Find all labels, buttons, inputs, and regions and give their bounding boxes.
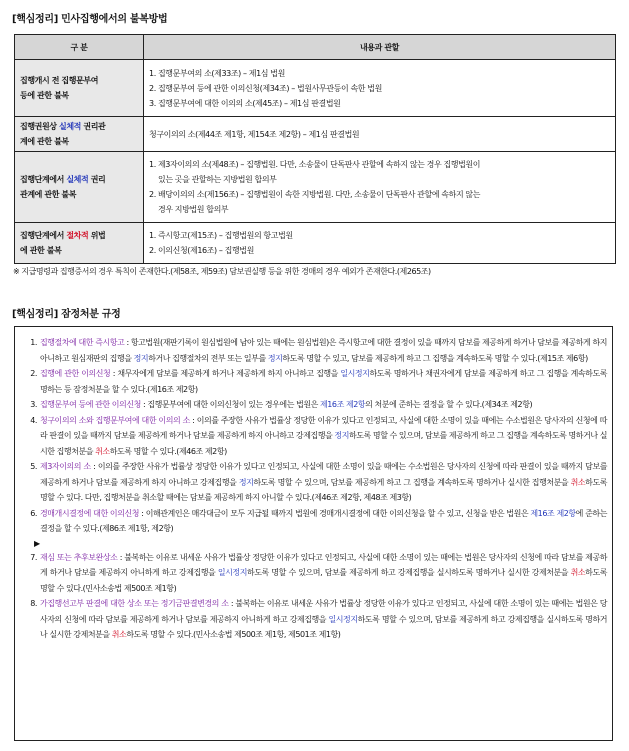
table-row <box>15 152 616 223</box>
section-title-remedies: [핵심정리] 민사집행에서의 불복방법 <box>12 14 168 25</box>
list-item <box>21 596 607 643</box>
list-item <box>21 459 607 506</box>
remedies-table <box>14 34 616 264</box>
row-category: 집행단계에서 실체적 권리 관계에 관한 불복 <box>15 152 144 223</box>
item-text: 가집행선고부 판결에 대한 상소 또는 정기금판결변경의 소 : 불복하는 이유로 내세운 사유가 법률상 정당한 이유가 있다고 인정되고, 사실에 대한 소명이 있는 때에는 법원은 당사자의 신청에 따라 담보를 제공하게 하거나 담보를 제공하지 아니하게 하고 강제집행을 일시정지하도록 명할 수 있으며, 담보를 제공하게 하고 강제집행을 실시하도록 명하거나 실시한 강제처분을 취소하도록 명할 수 있다.(민사소송법 제500조 제1항, 제501조 제1항) <box>40 599 608 639</box>
table-row <box>15 223 616 264</box>
item-number: 8. <box>30 599 37 608</box>
item-text: 청구이의의 소와 집행문부여에 대한 이의의 소 : 이의를 주장한 사유가 법률상 정당한 이유가 있다고 인정되고, 사실에 대한 소명이 있을 때에는 수소법원은 당사자의 신청에 따라 판결이 있을 때까지 담보를 제공하게 하거나 담보를 제공하게 하지 아니하고 강제집행을 정지하도록 명할 수 있으며, 담보를 제공하게 하고 그 집행을 계속하도록 명하거나 실시한 집행처분을 취소하도록 명할 수 있다.(제46조 제2항) <box>40 415 608 456</box>
row-category: 집행단계에서 절차적 위법 에 관한 불복 <box>15 223 144 264</box>
table-header-row <box>15 35 616 60</box>
item-number: 5. <box>30 462 37 471</box>
item-number: 3. <box>30 400 37 409</box>
section-title-provisional: [핵심정리] 잠정처분 규정 <box>12 309 121 320</box>
provisional-list <box>21 335 607 643</box>
row-content: 1. 즉시항고(제15조) – 집행법원의 항고법원 2. 이의신청(제16조) – 집행법원 <box>144 223 616 264</box>
row-content: 1. 집행문부여의 소(제33조) – 제1심 법원 2. 집행문부여 등에 관한 이의신청(제34조) – 법원사무관등이 속한 법원 3. 집행문부여에 대한 이의의 소(제45조) – 제1심 판결법원 <box>144 60 616 117</box>
item-number: 2. <box>30 369 37 378</box>
item-text: 경매개시결정에 대한 이의신청 : 이해관계인은 매각대금이 모두 지급될 때까지 법원에 경매개시결정에 대한 이의신청을 할 수 있고, 신청을 받은 법원은 제16조 제2항에 준하는 결정을 할 수 있다.(제86조 제1항, 제2항) <box>40 508 607 533</box>
item-number: 1. <box>30 338 37 347</box>
list-item <box>21 366 607 397</box>
item-text: 제3자이의의 소 : 이의를 주장한 사유가 법률상 정당한 이유가 있다고 인정되고, 사실에 대한 소명이 있을 때에는 수소법원은 당사자의 신청에 따라 판결이 있을 때까지 담보를 제공하게 하거나 담보를 제공하게 하지 아니하고 강제집행을 정지하도록 명할 수 있으며, 담보를 제공하게 하고 그 집행을 계속하도록 명하거나 실시한 집행처분을 취소하도록 명할 수 있다. 다만, 집행처분을 취소할 때에는 담보를 제공하게 하지 아니할 수 있다.(제46조 제2항, 제48조 제3항) <box>40 462 608 502</box>
list-item <box>21 397 607 413</box>
item-number: 4. <box>30 415 37 425</box>
footnote: ※ 지급명령과 집행증서의 경우 특칙이 존재한다.(제58조, 제59조) 담보권실행 등을 위한 경매의 경우 예외가 존재한다.(제265조) <box>13 267 431 276</box>
item-text: 재심 또는 추후보완상소 : 불복하는 이유로 내세운 사유가 법률상 정당한 이유가 있다고 인정되고, 사실에 대한 소명이 있는 때에는 법원은 당사자의 신청에 따라 담보를 제공하게 하거나 담보를 제공하지 아니하게 하고 강제집행을 일시정지하도록 명할 수 있으며, 담보를 제공하게 하고 강제집행을 실시하도록 명하거나 실시한 강제처분을 취소하도록 명할 수 있다.(민사소송법 제500조 제1항) <box>40 552 608 593</box>
table-row <box>15 60 616 117</box>
item-text: 집행절차에 대한 즉시항고 : 항고법원(재판기록이 원심법원에 남아 있는 때에는 원심법원)은 즉시항고에 대한 결정이 있을 때까지 담보를 제공하게 하거나 담보를 제공하게 하지 아니하고 원심재판의 집행을 정지하거나 집행절차의 전부 또는 일부를 정지하도록 명할 수 있고, 담보를 제공하게 하고 그 집행을 계속하도록 명할 수 있다.(제15조 제6항) <box>40 338 607 363</box>
row-content: 청구이의의 소(제44조 제1항, 제154조 제2항) – 제1심 판결법원 <box>144 117 616 152</box>
provisional-disposition-box <box>14 326 613 741</box>
item-number: 7. <box>30 552 37 562</box>
list-item <box>21 413 607 460</box>
list-item <box>21 550 607 597</box>
item-text: 집행에 관한 이의신청 : 채무자에게 담보를 제공하게 하거나 제공하게 하지 아니하고 집행을 일시정지하도록 명하거나 채권자에게 담보를 제공하게 하고 그 집행을 계속하도록 명하는 등 잠정처분을 할 수 있다.(제16조 제2항) <box>40 369 607 394</box>
item-number: 6. <box>30 508 37 518</box>
item-text: 집행문부여 등에 관한 이의신청 : 집행문부여에 대한 이의신청이 있는 경우에는 법원은 제16조 제2항의 처분에 준하는 결정을 할 수 있다.(제34조 제2항) <box>40 400 533 409</box>
table-row <box>15 117 616 152</box>
header-category: 구 분 <box>15 35 144 60</box>
row-content: 1. 제3자이의의 소(제48조) – 집행법원. 다만, 소송물이 단독판사 관할에 속하지 않는 경우 집행법원이 있는 곳을 관할하는 지방법원 합의부 2. 배당이의의 소(제156조) – 집행법원이 속한 지방법원. 다만, 소송물이 단독판사 관할에 속하지 않는 경우 지방법원 합의부 <box>144 152 616 223</box>
list-item <box>21 335 607 366</box>
arrow-icon: ▶ <box>34 538 40 548</box>
list-item <box>21 506 607 537</box>
row-category: 집행개시 전 집행문부여 등에 관한 불복 <box>15 60 144 117</box>
row-category: 집행권원상 실체적 권리관 계에 관한 불복 <box>15 117 144 152</box>
header-content: 내용과 관할 <box>144 35 616 60</box>
